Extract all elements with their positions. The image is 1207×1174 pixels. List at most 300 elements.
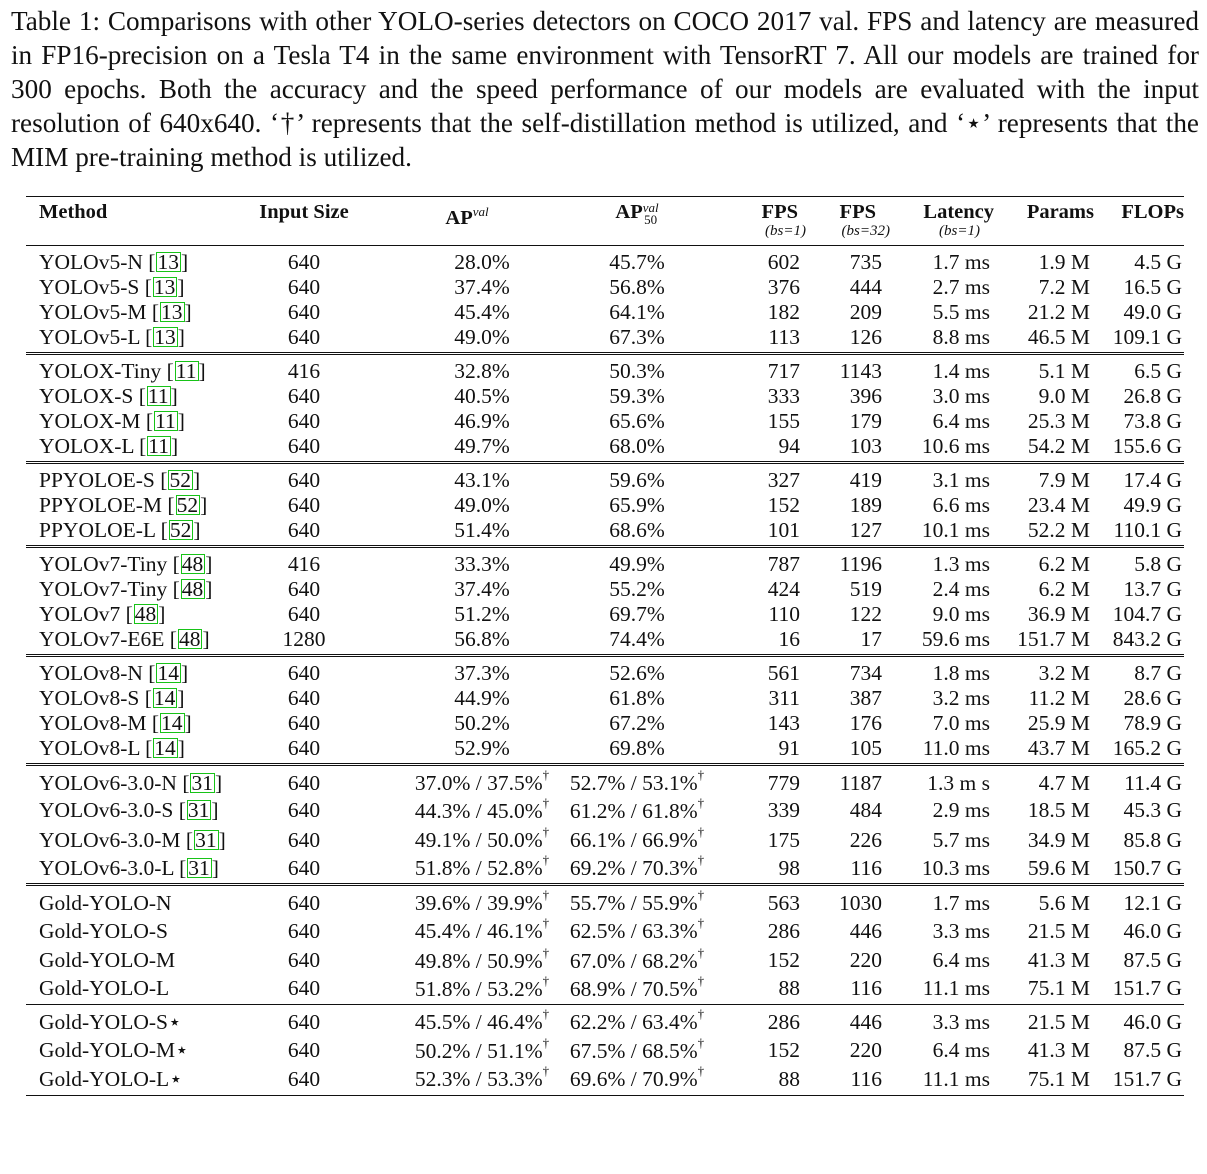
cell-flops: 151.7 G xyxy=(1112,976,1182,1001)
cell-ap: 44.3% / 45.0%† xyxy=(414,794,550,823)
cell-flops: 46.0 G xyxy=(1123,918,1182,943)
cell-fps-bs32: 519 xyxy=(849,577,882,601)
cell-input-size: 640 xyxy=(287,409,321,433)
dagger-mark: † xyxy=(697,767,705,782)
cell-method: PPYOLOE-L [52] xyxy=(39,518,201,542)
cell-ap: 32.8% xyxy=(454,359,510,383)
cell-fps-bs1: 424 xyxy=(767,577,800,601)
cell-params: 41.3 M xyxy=(1027,948,1090,973)
cell-fps-bs32: 226 xyxy=(849,827,882,852)
cell-flops: 155.6 G xyxy=(1112,434,1182,458)
cell-ap50: 59.6% xyxy=(609,468,665,492)
cell-ap50: 66.1% / 66.9%† xyxy=(569,824,705,853)
cell-method: YOLOv6-3.0-M [31] xyxy=(39,827,226,852)
table-caption: Table 1: Comparisons with other YOLO-series detectors on COCO 2017 val. FPS and latency are measured in FP16-precision on a Tesla T4 in the same environment with TensorRT 7. All our models are trained for 300 epochs. Both the accuracy and the speed performance of our models are evaluated with the input resolution of 640x640. ‘†’ represents that the self-distillation method is utilized, and ‘⋆’ represents that the MIM pre-training method is utilized. xyxy=(11,6,1199,172)
cell-latency: 3.2 ms xyxy=(932,686,990,710)
cell-input-size: 640 xyxy=(287,855,321,880)
table-row xyxy=(26,855,1184,885)
cell-params: 5.1 M xyxy=(1038,359,1090,383)
cell-params: 46.5 M xyxy=(1027,325,1090,349)
dagger-mark: † xyxy=(542,1063,550,1079)
cell-latency: 6.4 ms xyxy=(932,948,990,973)
cell-ap: 52.9% xyxy=(454,736,510,760)
cell-method: Gold-YOLO-L xyxy=(39,976,170,1001)
table-row xyxy=(26,384,1184,409)
table-row xyxy=(26,602,1184,627)
cell-method: YOLOv5-S [13] xyxy=(39,275,185,299)
cell-input-size: 640 xyxy=(287,827,321,852)
table-row xyxy=(26,736,1184,765)
cell-fps-bs1: 327 xyxy=(767,468,800,492)
cell-flops: 11.4 G xyxy=(1124,770,1182,795)
cell-latency: 1.7 ms xyxy=(932,890,990,915)
cell-latency: 59.6 ms xyxy=(921,627,990,651)
cell-ap50: 62.2% / 63.4%† xyxy=(569,1006,705,1035)
table-row xyxy=(26,975,1184,1005)
cell-params: 6.2 M xyxy=(1038,552,1090,576)
cell-fps-bs32: 446 xyxy=(849,1010,882,1035)
cell-ap50: 59.3% xyxy=(609,384,665,408)
cell-flops: 12.1 G xyxy=(1123,890,1182,915)
cell-ap50: 67.3% xyxy=(609,325,665,349)
dagger-mark: † xyxy=(542,767,550,782)
cell-params: 23.4 M xyxy=(1027,493,1090,517)
table-row xyxy=(26,885,1184,917)
cell-flops: 28.6 G xyxy=(1123,686,1182,710)
cell-latency: 10.6 ms xyxy=(921,434,990,458)
cell-ap50: 67.5% / 68.5%† xyxy=(569,1034,705,1063)
cell-fps-bs1: 152 xyxy=(767,948,800,973)
cell-flops: 13.7 G xyxy=(1123,577,1182,601)
cell-ap: 39.6% / 39.9%† xyxy=(414,887,550,916)
cell-flops: 8.7 G xyxy=(1134,661,1182,685)
cell-fps-bs1: 101 xyxy=(767,518,800,542)
cell-method: Gold-YOLO-N xyxy=(39,890,172,915)
dagger-mark: † xyxy=(542,824,550,840)
cell-params: 43.7 M xyxy=(1027,736,1090,760)
cell-fps-bs1: 94 xyxy=(778,434,800,458)
cell-params: 5.6 M xyxy=(1038,890,1090,915)
dagger-mark: † xyxy=(697,1063,705,1079)
cell-flops: 78.9 G xyxy=(1123,711,1182,735)
cell-latency: 10.1 ms xyxy=(921,518,990,542)
cell-fps-bs1: 182 xyxy=(767,300,800,324)
dagger-mark: † xyxy=(697,887,705,903)
cell-input-size: 640 xyxy=(287,976,321,1001)
cell-flops: 46.0 G xyxy=(1123,1010,1182,1035)
cell-fps-bs32: 734 xyxy=(849,661,882,685)
table-row xyxy=(26,1066,1184,1096)
table-row xyxy=(26,354,1184,385)
cell-fps-bs32: 444 xyxy=(849,275,882,299)
cell-latency: 8.8 ms xyxy=(932,325,990,349)
cell-fps-bs1: 339 xyxy=(767,798,800,823)
cell-fps-bs1: 110 xyxy=(768,602,800,626)
citation-link[interactable]: 52 xyxy=(169,518,192,542)
table-row xyxy=(26,711,1184,736)
cell-ap50: 74.4% xyxy=(609,627,665,651)
cell-input-size: 640 xyxy=(287,468,321,492)
cell-fps-bs32: 176 xyxy=(849,711,882,735)
citation-link[interactable]: 14 xyxy=(154,736,176,760)
cell-method: YOLOv8-L [14] xyxy=(39,736,185,760)
cell-params: 59.6 M xyxy=(1027,855,1090,880)
cell-fps-bs32: 105 xyxy=(849,736,882,760)
cell-latency: 6.4 ms xyxy=(932,1038,990,1063)
cell-method: YOLOv8-N [14] xyxy=(39,661,189,685)
cell-ap: 37.3% xyxy=(454,661,510,685)
cell-ap50: 65.6% xyxy=(609,409,665,433)
cell-ap: 45.4% / 46.1%† xyxy=(414,915,550,944)
cell-fps-bs1: 175 xyxy=(767,827,800,852)
cell-ap50: 65.9% xyxy=(609,493,665,517)
cell-fps-bs32: 387 xyxy=(849,686,882,710)
cell-method: PPYOLOE-S [52] xyxy=(39,468,201,492)
citation-link[interactable]: 14 xyxy=(153,686,176,710)
cell-latency: 2.7 ms xyxy=(932,275,990,299)
table-row xyxy=(26,518,1184,547)
cell-method: YOLOv5-M [13] xyxy=(39,300,192,324)
table-group xyxy=(26,246,1184,354)
table-row xyxy=(26,1036,1184,1066)
cell-ap: 51.8% / 52.8%† xyxy=(414,852,550,881)
cell-params: 151.7 M xyxy=(1017,627,1090,651)
cell-method: YOLOX-L [11] xyxy=(39,434,179,458)
cell-input-size: 640 xyxy=(287,686,321,710)
table-row xyxy=(26,275,1184,300)
cell-fps-bs32: 419 xyxy=(849,468,882,492)
citation-link[interactable]: 13 xyxy=(161,300,183,324)
table-group xyxy=(26,656,1184,765)
cell-method: Gold-YOLO-M xyxy=(39,948,176,973)
cell-flops: 5.8 G xyxy=(1134,552,1182,576)
cell-params: 75.1 M xyxy=(1027,976,1090,1001)
citation-link[interactable]: 31 xyxy=(187,798,210,823)
cell-latency: 6.6 ms xyxy=(932,493,990,517)
cell-input-size: 640 xyxy=(287,798,321,823)
citation-link[interactable]: 52 xyxy=(169,468,191,492)
dagger-mark: † xyxy=(542,944,550,960)
cell-method: Gold-YOLO-S⋆ xyxy=(39,1010,182,1035)
citation-link[interactable]: 11 xyxy=(155,409,176,433)
cell-ap50: 69.2% / 70.3%† xyxy=(569,852,705,881)
cell-method: YOLOX-Tiny [11] xyxy=(39,359,206,383)
cell-params: 25.3 M xyxy=(1027,409,1090,433)
cell-fps-bs32: 1187 xyxy=(839,770,882,795)
cell-input-size: 416 xyxy=(287,359,321,383)
table-row xyxy=(26,246,1184,276)
cell-input-size: 416 xyxy=(287,552,321,576)
cell-params: 75.1 M xyxy=(1027,1066,1090,1091)
dagger-mark: † xyxy=(697,824,705,840)
citation-link[interactable]: 14 xyxy=(157,661,179,685)
table-row xyxy=(26,463,1184,494)
cell-ap: 49.8% / 50.9%† xyxy=(414,944,550,973)
dagger-mark: † xyxy=(542,915,550,931)
table-row xyxy=(26,627,1184,656)
cell-ap: 43.1% xyxy=(454,468,510,492)
cell-flops: 150.7 G xyxy=(1112,855,1182,880)
cell-fps-bs1: 779 xyxy=(767,770,800,795)
cell-latency: 7.0 ms xyxy=(932,711,990,735)
cell-flops: 4.5 G xyxy=(1134,250,1182,274)
cell-fps-bs1: 286 xyxy=(767,1010,800,1035)
cell-ap50: 61.8% xyxy=(609,686,665,710)
cell-ap: 45.4% xyxy=(454,300,510,324)
cell-params: 18.5 M xyxy=(1027,798,1090,823)
dagger-mark: † xyxy=(542,794,550,810)
table-group xyxy=(26,1005,1184,1096)
citation-link[interactable]: 31 xyxy=(195,827,217,852)
citation-link[interactable]: 13 xyxy=(154,325,176,349)
cell-fps-bs32: 220 xyxy=(849,1038,882,1063)
cell-method: YOLOX-M [11] xyxy=(39,409,185,433)
cell-latency: 9.0 ms xyxy=(932,602,990,626)
cell-flops: 26.8 G xyxy=(1123,384,1182,408)
citation-link[interactable]: 48 xyxy=(181,577,204,601)
cell-params: 6.2 M xyxy=(1038,577,1090,601)
cell-input-size: 640 xyxy=(287,275,321,299)
cell-fps-bs1: 561 xyxy=(767,661,800,685)
cell-method: YOLOv7 [48] xyxy=(39,602,166,626)
cell-method: YOLOv5-L [13] xyxy=(39,325,185,349)
cell-input-size: 640 xyxy=(287,1038,321,1063)
cell-fps-bs1: 16 xyxy=(778,627,800,651)
cell-fps-bs32: 189 xyxy=(849,493,882,517)
cell-ap: 45.5% / 46.4%† xyxy=(414,1006,550,1035)
cell-method: PPYOLOE-M [52] xyxy=(39,493,208,517)
cell-ap50: 56.8% xyxy=(609,275,665,299)
cell-fps-bs32: 116 xyxy=(850,1066,882,1091)
cell-params: 21.2 M xyxy=(1027,300,1090,324)
dagger-mark: † xyxy=(697,944,705,960)
cell-method: YOLOv5-N [13] xyxy=(39,250,189,274)
cell-input-size: 640 xyxy=(287,325,321,349)
cell-fps-bs32: 396 xyxy=(849,384,882,408)
cell-fps-bs32: 103 xyxy=(849,434,882,458)
cell-ap: 49.0% xyxy=(454,493,510,517)
cell-latency: 6.4 ms xyxy=(932,409,990,433)
cell-flops: 109.1 G xyxy=(1112,325,1182,349)
cell-input-size: 640 xyxy=(287,770,321,795)
header-ap50: AP val 50 xyxy=(615,200,659,227)
cell-ap: 56.8% xyxy=(454,627,510,651)
cell-ap: 37.4% xyxy=(454,275,510,299)
cell-flops: 843.2 G xyxy=(1112,627,1182,651)
cell-ap50: 50.3% xyxy=(609,359,665,383)
cell-flops: 151.7 G xyxy=(1112,1066,1182,1091)
cell-fps-bs32: 1196 xyxy=(839,552,882,576)
cell-fps-bs1: 152 xyxy=(767,493,800,517)
cell-method: YOLOv7-Tiny [48] xyxy=(39,577,213,601)
cell-latency: 1.8 ms xyxy=(932,661,990,685)
citation-link[interactable]: 11 xyxy=(175,359,197,383)
cell-ap: 44.9% xyxy=(454,686,510,710)
table-group xyxy=(26,463,1184,547)
cell-ap50: 68.0% xyxy=(609,434,665,458)
citation-link[interactable]: 52 xyxy=(176,493,199,517)
cell-fps-bs32: 446 xyxy=(849,918,882,943)
cell-flops: 87.5 G xyxy=(1123,1038,1182,1063)
cell-flops: 49.0 G xyxy=(1123,300,1182,324)
header-params: Params xyxy=(1026,201,1094,223)
cell-params: 9.0 M xyxy=(1038,384,1090,408)
cell-fps-bs1: 155 xyxy=(767,409,800,433)
table-group xyxy=(26,547,1184,656)
cell-ap: 37.4% xyxy=(454,577,510,601)
dagger-mark: † xyxy=(697,1006,705,1022)
cell-input-size: 640 xyxy=(287,711,321,735)
cell-latency: 5.7 ms xyxy=(932,827,990,852)
cell-fps-bs1: 88 xyxy=(778,1066,800,1091)
cell-method: YOLOv6-3.0-L [31] xyxy=(39,855,219,880)
header-ap: $AP^{val}$ xyxy=(445,204,489,229)
cell-latency: 11.0 ms xyxy=(922,736,990,760)
cell-latency: 10.3 ms xyxy=(921,855,990,880)
cell-ap50: 69.8% xyxy=(609,736,665,760)
cell-input-size: 640 xyxy=(287,1066,321,1091)
dagger-mark: † xyxy=(697,972,705,988)
cell-latency: 1.7 ms xyxy=(932,250,990,274)
cell-fps-bs1: 98 xyxy=(778,855,800,880)
cell-ap50: 67.0% / 68.2%† xyxy=(569,944,705,973)
table-group xyxy=(26,765,1184,885)
table-row xyxy=(26,577,1184,602)
cell-params: 52.2 M xyxy=(1027,518,1090,542)
header-fps-bs32: FPS (bs=32) xyxy=(839,201,890,239)
cell-fps-bs1: 602 xyxy=(767,250,800,274)
header-latency: Latency (bs=1) xyxy=(923,201,994,239)
cell-fps-bs1: 333 xyxy=(767,384,800,408)
cell-fps-bs32: 484 xyxy=(849,798,882,823)
cell-latency: 1.4 ms xyxy=(932,359,990,383)
cell-fps-bs1: 376 xyxy=(767,275,800,299)
cell-ap: 50.2% xyxy=(454,711,510,735)
cell-fps-bs32: 1143 xyxy=(839,359,882,383)
cell-latency: 3.1 ms xyxy=(932,468,990,492)
cell-input-size: 640 xyxy=(287,434,321,458)
cell-fps-bs1: 787 xyxy=(767,552,800,576)
cell-ap50: 45.7% xyxy=(609,250,665,274)
cell-input-size: 640 xyxy=(287,518,321,542)
cell-input-size: 640 xyxy=(287,890,321,915)
comparison-table xyxy=(26,196,1184,1096)
cell-params: 21.5 M xyxy=(1027,918,1090,943)
citation-link[interactable]: 11 xyxy=(148,434,169,458)
cell-method: Gold-YOLO-L⋆ xyxy=(39,1066,183,1091)
cell-params: 3.2 M xyxy=(1038,661,1090,685)
table-row xyxy=(26,493,1184,518)
table-row xyxy=(26,796,1184,826)
cell-fps-bs1: 152 xyxy=(767,1038,800,1063)
table-row xyxy=(26,1005,1184,1036)
cell-latency: 1.3 m s xyxy=(927,770,990,795)
cell-fps-bs32: 17 xyxy=(860,627,882,651)
cell-ap: 51.4% xyxy=(454,518,510,542)
cell-params: 36.9 M xyxy=(1027,602,1090,626)
cell-input-size: 640 xyxy=(287,384,321,408)
cell-ap: 49.0% xyxy=(454,325,510,349)
header-row xyxy=(26,197,1184,246)
cell-ap50: 68.9% / 70.5%† xyxy=(569,972,705,1002)
cell-input-size: 640 xyxy=(287,661,321,685)
cell-fps-bs1: 563 xyxy=(767,890,800,915)
cell-ap: 52.3% / 53.3%† xyxy=(414,1063,550,1092)
cell-method: YOLOv8-S [14] xyxy=(39,686,185,710)
cell-ap: 49.7% xyxy=(454,434,510,458)
cell-fps-bs32: 122 xyxy=(849,602,882,626)
cell-fps-bs1: 113 xyxy=(768,325,800,349)
citation-link[interactable]: 14 xyxy=(161,711,183,735)
citation-link[interactable]: 13 xyxy=(157,250,179,274)
cell-ap50: 49.9% xyxy=(609,552,665,576)
cell-flops: 17.4 G xyxy=(1123,468,1182,492)
cell-ap: 46.9% xyxy=(454,409,510,433)
dagger-mark: † xyxy=(542,852,550,868)
cell-params: 25.9 M xyxy=(1027,711,1090,735)
cell-flops: 85.8 G xyxy=(1123,827,1182,852)
cell-ap50: 64.1% xyxy=(609,300,665,324)
dagger-mark: † xyxy=(697,1034,705,1050)
citation-link[interactable]: 31 xyxy=(188,855,210,880)
cell-flops: 73.8 G xyxy=(1123,409,1182,433)
cell-flops: 16.5 G xyxy=(1123,275,1182,299)
cell-input-size: 640 xyxy=(287,948,321,973)
table-row xyxy=(26,547,1184,578)
table-group xyxy=(26,885,1184,1005)
cell-ap50: 62.5% / 63.3%† xyxy=(569,915,705,944)
citation-link[interactable]: 48 xyxy=(134,602,157,626)
dagger-mark: † xyxy=(697,794,705,810)
cell-flops: 45.3 G xyxy=(1123,798,1182,823)
cell-ap: 50.2% / 51.1%† xyxy=(414,1034,550,1063)
table-row xyxy=(26,434,1184,463)
cell-fps-bs32: 209 xyxy=(849,300,882,324)
cell-fps-bs32: 127 xyxy=(849,518,882,542)
cell-fps-bs1: 286 xyxy=(767,918,800,943)
cell-ap50: 69.6% / 70.9%† xyxy=(569,1063,705,1092)
cell-latency: 3.0 ms xyxy=(932,384,990,408)
header-flops: FLOPs xyxy=(1121,201,1184,223)
cell-method: Gold-YOLO-M⋆ xyxy=(39,1038,189,1063)
cell-params: 1.9 M xyxy=(1038,250,1090,274)
cell-ap: 40.5% xyxy=(454,384,510,408)
dagger-mark: † xyxy=(542,887,550,903)
table-row xyxy=(26,686,1184,711)
cell-input-size: 640 xyxy=(287,736,321,760)
cell-fps-bs32: 126 xyxy=(849,325,882,349)
citation-link[interactable]: 11 xyxy=(147,384,169,408)
cell-method: YOLOv7-E6E [48] xyxy=(39,627,210,651)
table-row xyxy=(26,300,1184,325)
cell-params: 7.9 M xyxy=(1038,468,1090,492)
header-fps-bs1: FPS (bs=1) xyxy=(761,201,806,239)
citation-link[interactable]: 48 xyxy=(181,552,204,576)
cell-latency: 1.3 ms xyxy=(932,552,990,576)
cell-latency: 11.1 ms xyxy=(922,976,990,1001)
citation-link[interactable]: 13 xyxy=(153,275,176,299)
cell-latency: 2.4 ms xyxy=(932,577,990,601)
cell-ap: 49.1% / 50.0%† xyxy=(414,824,550,853)
cell-latency: 11.1 ms xyxy=(922,1066,990,1091)
citation-link[interactable]: 31 xyxy=(191,770,213,795)
citation-link[interactable]: 48 xyxy=(178,627,201,651)
table-row xyxy=(26,946,1184,976)
cell-latency: 3.3 ms xyxy=(932,918,990,943)
dagger-mark: † xyxy=(542,1006,550,1022)
cell-params: 4.7 M xyxy=(1038,770,1090,795)
cell-input-size: 640 xyxy=(287,577,321,601)
